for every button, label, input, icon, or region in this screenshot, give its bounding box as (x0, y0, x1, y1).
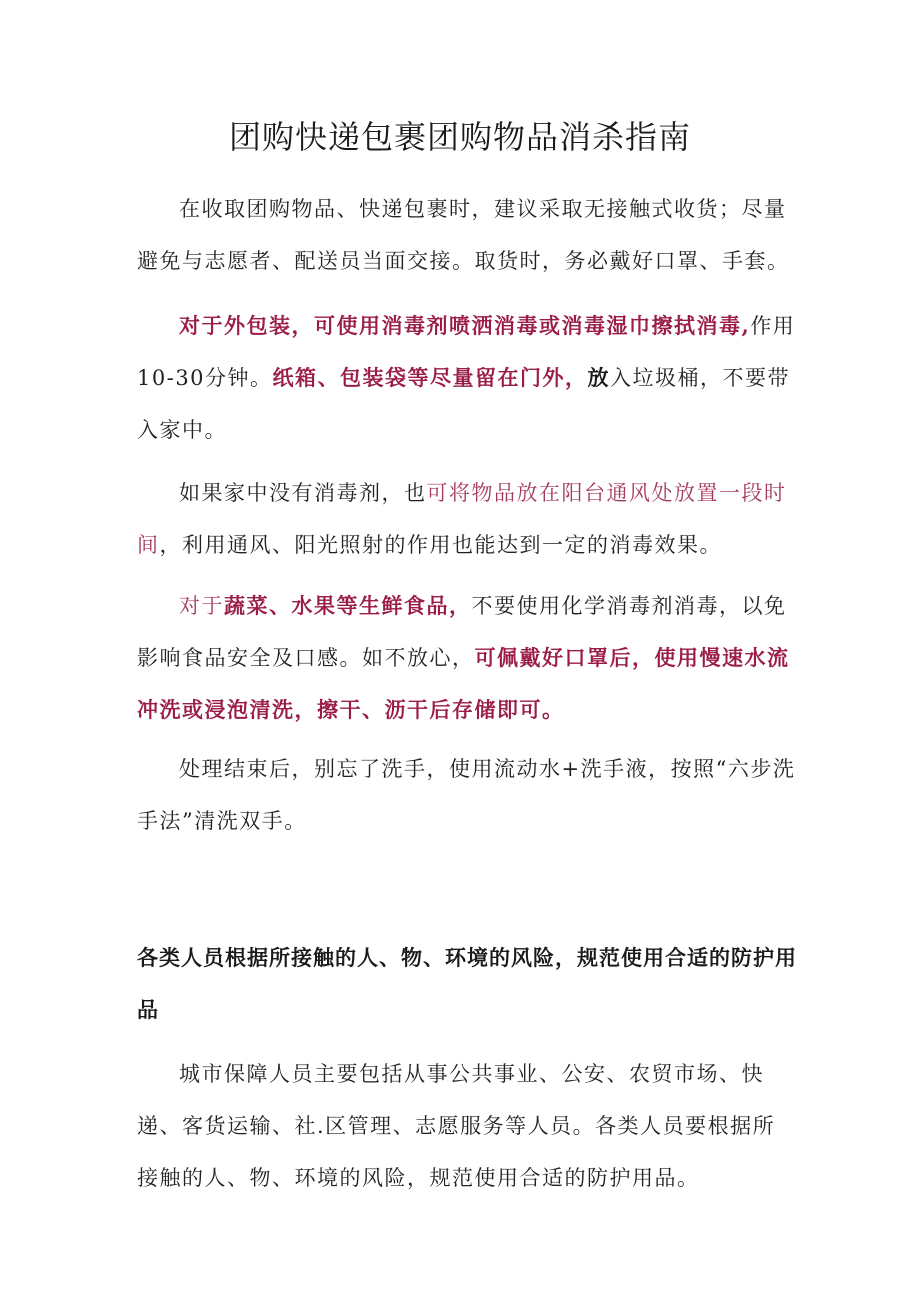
paragraph-outer-packaging (137, 300, 797, 456)
text-put: 放 (587, 365, 611, 390)
paragraph-receiving: 在收取团购物品、快递包裹时，建议采取无接触式收货；尽量避免与志愿者、配送员当面交接。取货时，务必戴好口罩、手套。 (137, 197, 790, 273)
paragraph-fresh-food (137, 580, 797, 736)
highlight-disinfect-packaging: 对于外包装，可使用消毒剂喷洒消毒或消毒湿巾擦拭消毒, (179, 313, 751, 338)
highlight-balcony: 可将物品放在阳台通风处放置一段时间 (137, 481, 787, 557)
text-ventilation: ，利用通风、阳光照射的作用也能达到一定的消毒效果。 (159, 533, 722, 557)
text-if-no-disinfectant: 如果家中没有消毒剂，也 (179, 481, 427, 505)
text-no-chemical: 不要使用化学消毒剂消毒，以免影响食品安全及口感。如不放心， (137, 594, 787, 670)
section-heading: 各类人员根据所接触的人、物、环境的风险，规范使用合适的防护用品 (137, 945, 797, 1022)
document-title: 团购快递包裹团购物品消杀指南 (228, 118, 691, 156)
paragraph-city-workers: 城市保障人员主要包括从事公共事业、公安、农贸市场、快递、客货运输、社.区管理、志愿服务等人员。各类人员要根据所接触的人、物、环境的风险，规范使用合适的防护用品。 (137, 1062, 776, 1190)
highlight-rinse: 可佩戴好口罩后，使用慢速水流冲洗或浸泡清洗，擦干、沥干后存储即可。 (137, 645, 790, 722)
highlight-fresh-food: 蔬菜、水果等生鲜食品， (224, 593, 472, 618)
highlight-leave-outside: 纸箱、包装袋等尽量留在门外， (272, 365, 588, 390)
text-for: 对于 (179, 594, 224, 618)
text-duration: 作用10-30分钟。 (137, 314, 796, 390)
paragraph-no-disinfectant (137, 467, 797, 571)
text-trash: 入垃圾桶，不要带入家中。 (137, 366, 791, 442)
paragraph-wash-hands: 处理结束后，别忘了洗手，使用流动水+洗手液，按照“六步洗手法”清洗双手。 (137, 757, 796, 833)
